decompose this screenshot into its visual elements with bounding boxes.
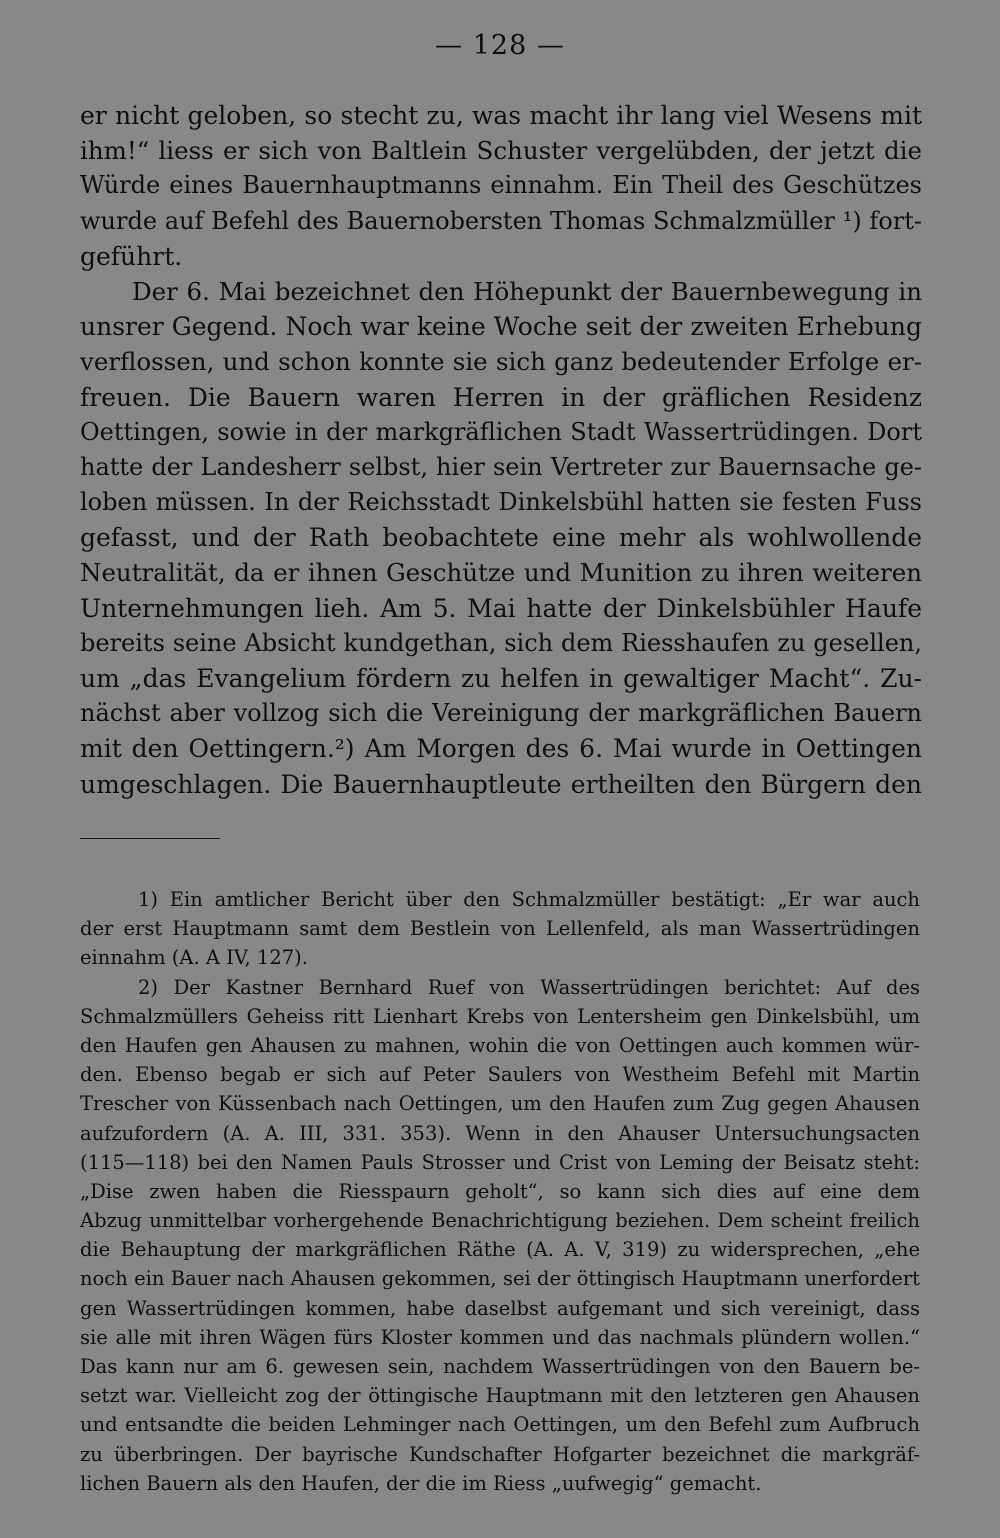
text-line: gefasst, und der Rath beobachtete eine mehr als wohlwollende: [80, 523, 922, 553]
page-number: — 128 —: [435, 30, 565, 61]
footnote-line: einnahm (A. A IV, 127).: [80, 946, 308, 970]
footnote-line: Abzug unmittelbar vorhergehende Benachrichtigung beziehen. Dem scheint freilich: [80, 1209, 920, 1233]
footnote-line: setzt war. Vielleicht zog der öttingische Hauptmann mit den letzteren gen Ahausen: [80, 1384, 920, 1408]
text-line: verflossen, und schon konnte sie sich ganz bedeutender Erfolge er-: [80, 347, 922, 377]
text-line: Würde eines Bauernhauptmanns einnahm. Ein Theil des Geschützes: [80, 171, 922, 200]
text-line: nächst aber vollzog sich die Vereinigung der markgräflichen Bauern: [80, 699, 922, 728]
footnote-line: aufzufordern (A. A. III, 331. 353). Wenn in den Ahauser Untersuchungsacten: [80, 1121, 920, 1145]
text-line: um „das Evangelium fördern zu helfen in gewaltiger Macht“. Zu-: [80, 664, 922, 693]
footnote-line: den. Ebenso begab er sich auf Peter Saulers von Westheim Befehl mit Martin: [80, 1063, 920, 1087]
text-line: unsrer Gegend. Noch war keine Woche seit der zweiten Erhebung: [80, 312, 922, 342]
main-text: [80, 98, 922, 802]
footnote-line: zu überbringen. Der bayrische Kundschafter Hofgarter bezeichnet die markgräf-: [80, 1442, 920, 1466]
footnote-line: sie alle mit ihren Wägen fürs Kloster kommen und das nachmals plündern wollen.“: [80, 1325, 920, 1349]
text-line: umgeschlagen. Die Bauernhauptleute ertheilten den Bürgern den: [80, 769, 922, 799]
text-line: hatte der Landesherr selbst, hier sein Vertreter zur Bauernsache ge-: [80, 452, 922, 481]
footnote-line: „Dise zwen haben die Riesspaurn geholt“, so kann sich dies auf eine dem: [80, 1179, 920, 1203]
footnote-line: noch ein Bauer nach Ahausen gekommen, sei der öttingisch Hauptmann unerfordert: [80, 1267, 920, 1291]
footnote-separator: [80, 838, 220, 839]
footnote-line: 1) Ein amtlicher Bericht über den Schmalzmüller bestätigt: „Er war auch: [138, 888, 920, 911]
text-line: geführt.: [80, 241, 183, 271]
footnote-line: gen Wassertrüdingen kommen, habe daselbst aufgemant und sich vereinigt, dass: [80, 1296, 920, 1320]
text-line: loben müssen. In der Reichsstadt Dinkelsbühl hatten sie festen Fuss: [80, 488, 922, 517]
footnote-line: Trescher von Küssenbach nach Oettingen, um den Haufen zum Zug gegen Ahausen: [80, 1092, 920, 1116]
footnote-line: (115—118) bei den Namen Pauls Strosser und Crist von Leming der Beisatz steht:: [80, 1150, 920, 1174]
footnote-line: Das kann nur am 6. gewesen sein, nachdem Wassertrüdingen von den Bauern be-: [80, 1355, 920, 1378]
footnote-line: die Behauptung der markgräflichen Räthe (A. A. V, 319) zu widersprechen, „ehe: [80, 1238, 920, 1262]
footnote-line: und entsandte die beiden Lehminger nach Oettingen, um den Befehl zum Aufbruch: [80, 1413, 920, 1437]
text-line: Neutralität, da er ihnen Geschütze und Munition zu ihren weiteren: [80, 558, 922, 588]
text-line: mit den Oettingern.²) Am Morgen des 6. Mai wurde in Oettingen: [80, 734, 922, 764]
footnote-line: lichen Bauern als den Haufen, der die im Riess „uufwegig“ gemacht.: [80, 1471, 762, 1495]
footnote-line: Schmalzmüllers Geheiss ritt Lienhart Krebs von Lentersheim gen Dinkelsbühl, um: [80, 1004, 920, 1028]
footnote-line: den Haufen gen Ahausen zu mahnen, wohin die von Oettingen auch kommen wür-: [80, 1033, 920, 1057]
text-line: Der 6. Mai bezeichnet den Höhepunkt der Bauernbewegung in: [132, 276, 922, 306]
footnote-line: 2) Der Kastner Bernhard Ruef von Wassertrüdingen berichtet: Auf des: [138, 975, 920, 999]
text-line: er nicht geloben, so stecht zu, was macht ihr lang viel Wesens mit: [80, 101, 922, 130]
text-line: Unternehmungen lieh. Am 5. Mai hatte der Dinkelsbühler Haufe: [80, 593, 922, 623]
text-line: ihm!“ liess er sich von Baltlein Schuster vergelübden, der jetzt die: [80, 136, 922, 166]
text-line: Oettingen, sowie in der markgräflichen Stadt Wassertrüdingen. Dort: [80, 417, 922, 446]
footnotes: [80, 885, 920, 1498]
text-line: freuen. Die Bauern waren Herren in der gräflichen Residenz: [80, 382, 922, 412]
text-line: bereits seine Absicht kundgethan, sich dem Riesshaufen zu gesellen,: [80, 628, 922, 657]
footnote-line: der erst Hauptmann samt dem Bestlein von Lellenfeld, als man Wassertrüdingen: [80, 917, 920, 941]
text-line: wurde auf Befehl des Bauernobersten Thomas Schmalzmüller ¹) fort-: [80, 206, 922, 235]
